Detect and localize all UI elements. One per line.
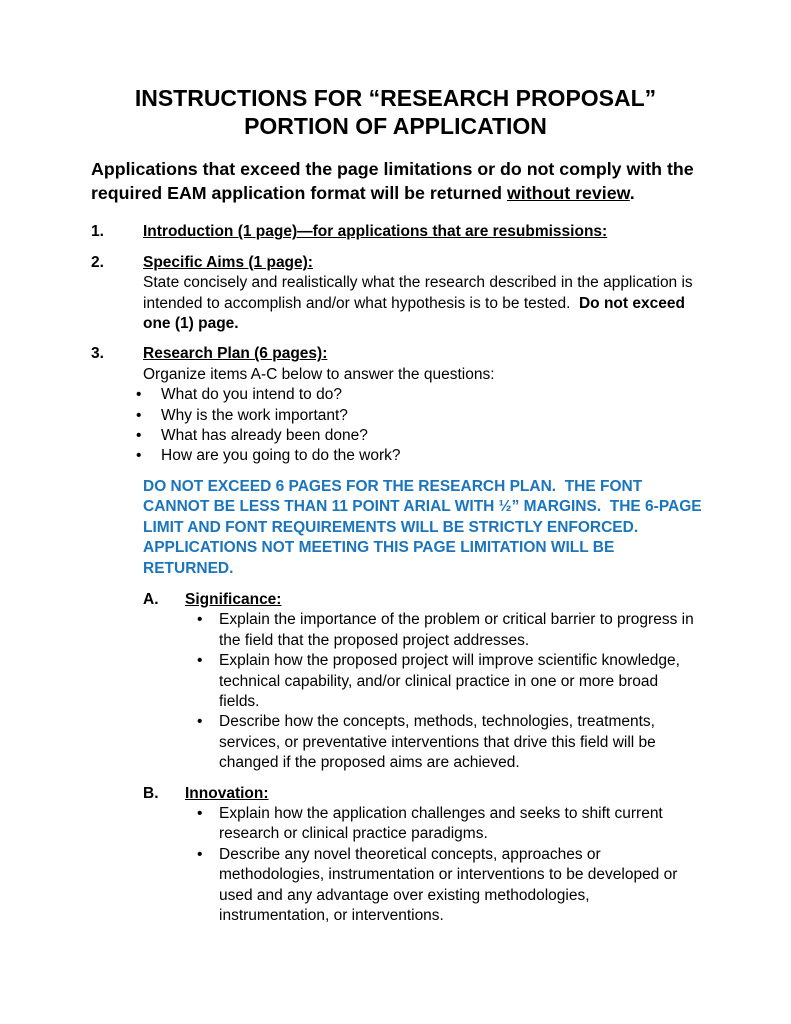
page-limit-notice: DO NOT EXCEED 6 PAGES FOR THE RESEARCH PLAN. THE FONT CANNOT BE LESS THAN 11 POINT ARIAL WITH ½” MARGINS. THE 6-PAGE LIMIT AND FONT REQUIREMENTS WILL BE STRICTLY ENFORCED. APPLICATIONS NOT MEETING THIS PAGE LIMITATION WILL BE RETURNED. [143, 477, 706, 577]
list-item: • What has already been done? [143, 426, 700, 446]
specific-aims-bold-note: Do not exceed one (1) page. [143, 294, 690, 333]
subsection-innovation [143, 784, 700, 927]
list-item: • How are you going to do the work? [143, 446, 700, 466]
item-heading-specific-aims: Specific Aims (1 page): [143, 253, 313, 271]
list-item: • Explain how the proposed project will improve scientific knowledge, technical capability, and/or clinical practice in one or more broad fields. [185, 651, 700, 712]
intro-tail: . [629, 183, 635, 204]
title-line-2: PORTION OF APPLICATION [244, 113, 547, 139]
list-item: • Explain how the application challenges and seeks to shift current research or clinical practice paradigms. [185, 804, 700, 845]
subsection-letter: B. [143, 784, 159, 802]
document-title [91, 84, 700, 140]
research-plan-lead: Organize items A-C below to answer the questions: [143, 365, 495, 383]
research-plan-questions [143, 385, 700, 467]
item-number: 3. [91, 345, 104, 363]
subsection-heading-innovation: Innovation: [185, 784, 269, 802]
numbered-item-research-plan [91, 344, 700, 466]
significance-bullets [185, 610, 700, 773]
item-number: 1. [91, 223, 104, 241]
innovation-bullets [185, 804, 700, 926]
item-heading-introduction: Introduction (1 page)—for applications that are resubmissions: [143, 223, 608, 241]
specific-aims-body [143, 273, 700, 334]
subsection-heading-significance: Significance: [185, 590, 282, 608]
numbered-item-specific-aims [91, 253, 700, 335]
list-item: • Explain the importance of the problem or critical barrier to progress in the field that the proposed project addresses. [185, 610, 700, 651]
title-line-1: INSTRUCTIONS FOR “RESEARCH PROPOSAL” [134, 85, 657, 111]
intro-underlined-phrase: without review [506, 183, 630, 204]
list-item: • What do you intend to do? [143, 385, 700, 405]
subsection-significance [143, 590, 700, 774]
list-item: • Why is the work important? [143, 406, 700, 426]
intro-paragraph [91, 157, 703, 205]
numbered-item-introduction [91, 222, 700, 242]
subsection-letter: A. [143, 590, 159, 608]
item-number: 2. [91, 253, 104, 271]
intro-lead: Applications that exceed the page limitations or do not comply with the required EAM application format will be returned [91, 159, 694, 204]
list-item: • Describe how the concepts, methods, technologies, treatments, services, or preventative interventions that drive this field will be changed if the proposed aims are achieved. [185, 712, 700, 773]
specific-aims-text: State concisely and realistically what the research described in the application is intended to accomplish and/or what hypothesis is to be tested. [143, 274, 697, 312]
list-item: • Describe any novel theoretical concepts, approaches or methodologies, instrumentation or interventions to be developed or used and any advantage over existing methodologies, instrumentation, or interventions. [185, 845, 700, 927]
item-heading-research-plan: Research Plan (6 pages): [143, 345, 328, 363]
